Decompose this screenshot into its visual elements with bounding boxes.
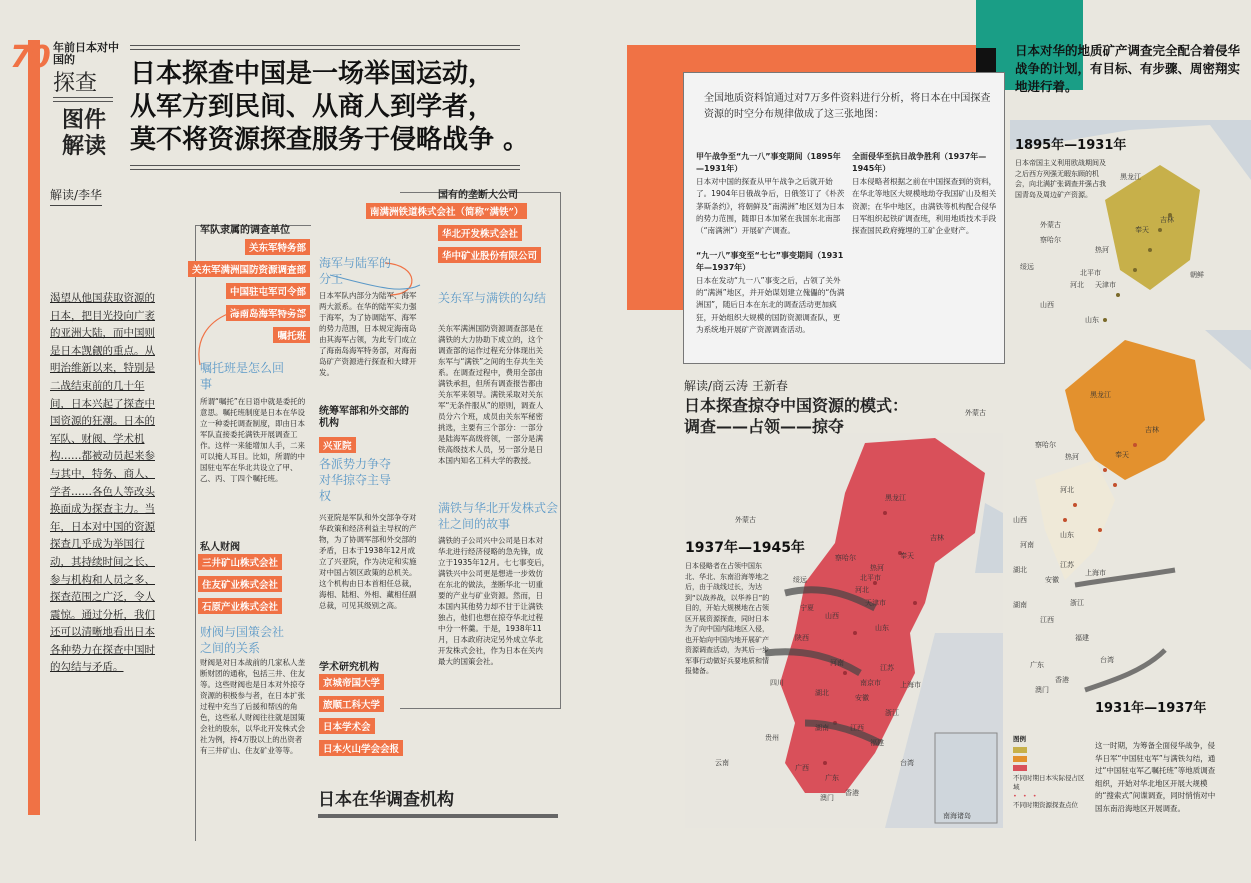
m3-suiyuan: 绥远 bbox=[793, 576, 807, 584]
map-1937-1945 bbox=[685, 433, 1003, 828]
legend-item-occupied: 不同时期日本实际侵占区域 bbox=[1013, 774, 1085, 791]
p1-body: 日本对中国的探查从甲午战争之后就开始了。1904年日俄战争后，日俄签订了《朴茨茅斯条约》，将朝鲜及“南满洲”地区划为日本的势力范围，随即日本加紧在我国东北南部（“南满洲”）开展矿产调查。 bbox=[696, 176, 845, 236]
m3-hebei: 河北 bbox=[855, 586, 869, 594]
m3-ningxia: 宁夏 bbox=[800, 604, 814, 612]
kwantung-subtitle: 关东军与满铁的勾结 bbox=[438, 291, 547, 305]
textbox-col-left bbox=[696, 151, 846, 337]
m2-shanghai: 上海市 bbox=[1085, 569, 1106, 577]
m3-macau: 澳门 bbox=[820, 794, 834, 802]
m2-hubei: 湖北 bbox=[1013, 566, 1027, 574]
m2-rehe: 热河 bbox=[1065, 453, 1079, 461]
m3-nanjing: 南京市 bbox=[860, 679, 881, 687]
m3-shandong: 山东 bbox=[875, 624, 889, 632]
pattern-title-2: 调查——占领——掠夺 bbox=[684, 417, 845, 436]
m1-fengtian: 奉天 bbox=[1135, 226, 1149, 234]
m3-anhui: 安徽 bbox=[855, 694, 869, 702]
tag-zhutuo: 嘱托班 bbox=[273, 327, 310, 343]
map-1895-1931 bbox=[1010, 120, 1251, 355]
m3-shanxi: 山西 bbox=[825, 612, 839, 620]
m3-jilin: 吉林 bbox=[930, 534, 944, 542]
m3-fujian: 福建 bbox=[870, 739, 884, 747]
mantie-subtitle: 满铁与华北开发株式会社之间的故事 bbox=[438, 501, 559, 531]
m2-macau: 澳门 bbox=[1035, 686, 1049, 694]
m1-tianjin: 天津市 bbox=[1095, 281, 1116, 289]
m3-yunnan: 云南 bbox=[715, 759, 729, 767]
tag-keijo: 京城帝国大学 bbox=[319, 674, 384, 690]
m3-guangdong: 广东 bbox=[825, 774, 839, 782]
m3-hunan: 湖南 bbox=[815, 724, 829, 732]
tag-kwantung-special: 关东军特务部 bbox=[245, 239, 310, 255]
map-1931-1937 bbox=[965, 330, 1251, 730]
tag-mitsui: 三井矿山株式会社 bbox=[198, 554, 282, 570]
mantie-body: 满铁的子公司兴中公司是日本对华北进行经济侵略的急先锋，成立于1935年12月。七七事变后，满铁兴中公司更是想进一步效仿在东北的做法，垄断华北一切重要的产业与矿业资源。然而，日本国内其他势力却不甘于让满铁独占，他们也想在掠夺华北过程中分一杯羹。于是，1938年11月，日本政府决定另外成立华北开发株式会社，作为日本在关内最大的国策会社。 bbox=[438, 536, 550, 666]
m3-nanhai: 南海诸岛 bbox=[943, 812, 971, 820]
m3-zhejiang: 浙江 bbox=[885, 709, 899, 717]
accent-bar bbox=[28, 40, 40, 815]
m3-shaanxi: 陕西 bbox=[795, 634, 809, 642]
navy-subtitle: 海军与陆军的分工 bbox=[319, 256, 392, 286]
kwantung-body: 关东军满洲国防资源调查部是在满铁的大力协助下成立的，这个调查部的运作过程充分体现出关东军与“满铁”之间的生存共生关系。在调查过程中，费用全部由满铁承担，但所有调查报告都由关东军来领导。满铁采取对关东军“无条件服从”的原则，调查人员分六个班，成员由关东军秘密挑选，主要有三个部分：一部分是陆海军高级将领，一部分是满铁高级技术人员，另一部分是日本国内知名工科大学的教授。 bbox=[438, 324, 544, 465]
tag-kwantung-defense: 关东军满洲国防资源调查部 bbox=[188, 261, 310, 277]
pattern-author: 解读/商云涛 王新春 bbox=[684, 379, 788, 393]
academic-tags bbox=[319, 671, 403, 759]
m3-jiangxi: 江西 bbox=[850, 724, 864, 732]
p2-body: 日本在发动“九一八”事变之后，占领了关外的“满洲”地区，并开始谋划建立傀儡的“伪满洲国”，随后日本在东北的调查活动更加疯狂，开始组织大规模的国防资源调查队，更为系统地开展矿产资源调查活动。 bbox=[696, 275, 845, 335]
m2-hongkong: 香港 bbox=[1055, 676, 1069, 684]
word-tujian: 图件解读 bbox=[62, 108, 107, 159]
tag-sumitomo: 住友矿业株式会社 bbox=[198, 576, 282, 592]
m1-suiyuan: 绥远 bbox=[1020, 263, 1034, 271]
legend-swatch-red bbox=[1013, 765, 1027, 771]
zhutuo-body: 所谓“嘱托”在日语中就是委托的意思。嘱托班制度是日本在华设立一种委托调查制度，即由日本军队直接委托满铁开展调查工作。这样一来能增加人手，二来可以掩人耳目。比如，所谓的中国驻屯军在华北共设立了甲、乙、丙、丁四个嘱托班。 bbox=[200, 397, 306, 483]
m3-shanghai: 上海市 bbox=[900, 681, 921, 689]
m2-fengtian: 奉天 bbox=[1115, 451, 1129, 459]
m3-hongkong: 香港 bbox=[845, 789, 859, 797]
m2-shanxi: 山西 bbox=[1013, 516, 1027, 524]
legend-item-points: 不同时期资源探查点位 bbox=[1013, 801, 1078, 809]
m2-fujian: 福建 bbox=[1075, 634, 1089, 642]
num-70: 70 bbox=[10, 40, 50, 75]
pattern-title bbox=[684, 395, 908, 437]
coord-body: 兴亚院是军队和外交部争夺对华政策和经济利益主导权的产物，为了协调军部和外交部的矛盾，日本于1938年12月成立了兴亚院，作为决定和实施对中国占领区政策的总机关。这个机构由日本首相任总裁，海相、陆相、外相、藏相任副总裁，可见其级别之高。 bbox=[319, 513, 417, 610]
legend bbox=[1013, 735, 1088, 810]
academic-label: 学术研究机构 bbox=[319, 662, 379, 673]
private-tags bbox=[198, 551, 282, 617]
m2-jiangsu: 江苏 bbox=[1060, 561, 1074, 569]
tag-china-garrison: 中国驻屯军司令部 bbox=[226, 283, 310, 299]
m2-henan: 河南 bbox=[1020, 541, 1034, 549]
m3-waimenggu: 外蒙古 bbox=[735, 516, 756, 524]
p3-title: 全面侵华至抗日战争胜利（1937年—1945年） bbox=[852, 152, 987, 174]
map3-title: 1937年—1945年 bbox=[685, 540, 805, 556]
navy-body: 日本军队内部分为陆军、海军两大派系。在华的陆军实力强于海军，为了协调陆军、海军的势力范围，日本规定海南岛由其海军占领，为此专门成立了海南岛海军特务部，对海南岛矿产资源进行探查和大肆开发。 bbox=[319, 291, 417, 377]
tag-huazhong: 华中矿业股份有限公司 bbox=[438, 247, 541, 263]
m1-korea: 朝鲜 bbox=[1190, 271, 1204, 279]
tag-ishihara: 石原产业株式会社 bbox=[198, 598, 282, 614]
m2-heilongjiang: 黑龙江 bbox=[1090, 391, 1111, 399]
m3-sichuan: 四川 bbox=[770, 679, 784, 687]
m3-guizhou: 贵州 bbox=[765, 734, 779, 742]
title-line-3: 莫不将资源探查服务于侵略战争 。 bbox=[130, 125, 530, 155]
title-hatch-top bbox=[130, 42, 520, 50]
m3-chahar: 察哈尔 bbox=[835, 554, 856, 562]
m1-beiping: 北平市 bbox=[1080, 269, 1101, 277]
m3-tianjin: 天津市 bbox=[865, 599, 886, 607]
legend-swatch-olive bbox=[1013, 747, 1027, 753]
m3-fengtian: 奉天 bbox=[900, 552, 914, 560]
m1-shanxi: 山西 bbox=[1040, 301, 1054, 309]
p3-body: 日本侵略者根据之前在中国探查到的资料，在华北等地区大规模地劫夺我国矿山及相关资源；在华中地区，由满铁等机构配合侵华日军组织起铁矿调查班，利用地质技术手段探查国民政府掩埋的工矿企业财产。 bbox=[852, 176, 997, 236]
intro-text bbox=[50, 290, 160, 677]
m3-beiping: 北平市 bbox=[860, 574, 881, 582]
m3-henan: 河南 bbox=[830, 659, 844, 667]
tag-lushun: 旅顺工科大学 bbox=[319, 696, 384, 712]
intro-paragraph: 渴望从他国获取资源的日本，把目光投向广袤的亚洲大陆，而中国则是日本觊觎的重点。从明治维新以来，特别是二战结束前的几十年间，日本兴起了探查中国资源的狂潮。日本的军队、财阀、学术机构……都被动员起来参与其中，特务、商人、学者……各色人等改头换面成为探查主力。当年，日本对中国的资源探查几乎成为举国行动，其持续时间之长、参与机构和人员之多、探查范围之广泛，令人震惊。通过分析，我们还可以清晰地看出日本各种势力在探查中国时的勾结与矛盾。 bbox=[50, 292, 155, 674]
military-label: 军队隶属的调查单位 bbox=[200, 225, 290, 236]
private-subtitle: 财阀与国策会社之间的关系 bbox=[200, 625, 285, 655]
map1-desc: 日本帝国主义利用欧战期间及之后西方列强无暇东顾的机会，向北满扩张调查并强占我国青岛及周边矿产资源。 bbox=[1015, 159, 1106, 199]
years-ago-label: 年前日本对中国的 bbox=[53, 41, 119, 66]
m2-hebei: 河北 bbox=[1060, 486, 1074, 494]
section-title: 日本在华调查机构 bbox=[318, 790, 454, 810]
map3-desc: 日本侵略者在占领中国东北、华北、东南沿海等地之后，由于战线过长，为达到“以战养战，以华养日”的目的，开始大规模地在占领区开展资源探查，同时日本为了向中国内陆地区入侵，也开始向中国内地开展矿产资源调查活动，为其后一步军事行动做好兵要地质和情报储备。 bbox=[685, 562, 770, 675]
m2-chahar: 察哈尔 bbox=[1035, 441, 1056, 449]
title-line-1: 日本探查中国是一场举国运动， bbox=[130, 59, 495, 89]
m2-zhejiang: 浙江 bbox=[1070, 599, 1084, 607]
m2-guangdong: 广东 bbox=[1030, 661, 1044, 669]
m1-jilin: 吉林 bbox=[1160, 216, 1174, 224]
final-text: 这一时期，为筹备全面侵华战争，侵华日军“中国驻屯军”与满铁勾结，通过“中国驻屯军乙嘱托班”等地质调查组织，开始对华北地区开展大规模的“搜索式”间谍调查，同时悄悄对中国东南沿海地区开展调查。 bbox=[1095, 741, 1216, 813]
m1-chahar: 察哈尔 bbox=[1040, 236, 1061, 244]
m2-anhui: 安徽 bbox=[1045, 576, 1059, 584]
state-label: 国有的垄断大公司 bbox=[438, 190, 518, 201]
m1-rehe: 热河 bbox=[1095, 246, 1109, 254]
hatch-deco bbox=[53, 96, 113, 102]
title-hatch-bottom bbox=[130, 162, 520, 170]
word-tancha: 探查 bbox=[53, 71, 98, 96]
coord-tags bbox=[319, 434, 356, 456]
m2-hunan: 湖南 bbox=[1013, 601, 1027, 609]
black-tab bbox=[976, 48, 996, 72]
m3-rehe: 热河 bbox=[870, 564, 884, 572]
private-body: 财阀是对日本战前的几家私人垄断财团的通称，包括三井、住友等。这些财阀也是日本对外掠夺资源的积极参与者，在日本扩张过程中充当了后援和帮凶的角色，这些私人财阀往往就是国策会社的股东，以华北开发株式会社为例，持4万股以上的出资者有三井矿山、住友矿业等等。 bbox=[200, 658, 305, 755]
map2-shapes bbox=[1005, 330, 1251, 730]
m2-waimenggu: 外蒙古 bbox=[965, 409, 986, 417]
m1-heilongjiang: 黑龙江 bbox=[1120, 173, 1141, 181]
tag-academy: 日本学术会 bbox=[319, 718, 375, 734]
tag-hainan-navy: 海南岛海军特务部 bbox=[226, 305, 310, 321]
key-statement: 日本对华的地质矿产调查完全配合着侵华战争的计划，有目标、有步骤、周密翔实地进行着。 bbox=[1015, 43, 1241, 94]
m1-waimenggu: 外蒙古 bbox=[1040, 221, 1061, 229]
m2-jilin: 吉林 bbox=[1145, 426, 1159, 434]
m3-taiwan: 台湾 bbox=[900, 759, 914, 767]
m1-hebei: 河北 bbox=[1070, 281, 1084, 289]
page-title bbox=[130, 58, 600, 157]
pattern-title-1: 日本探查掠夺中国资源的模式： bbox=[684, 396, 909, 415]
tag-huabei: 华北开发株式会社 bbox=[438, 225, 522, 241]
m3-heilongjiang: 黑龙江 bbox=[885, 494, 906, 502]
author-credit: 解读/李华 bbox=[50, 186, 102, 206]
p2-title: “九一八”事变至“七七”事变期间（1931年—1937年） bbox=[696, 250, 844, 273]
m2-jiangxi: 江西 bbox=[1040, 616, 1054, 624]
map1-title: 1895年—1931年 bbox=[1015, 138, 1127, 153]
tag-mantie: 南满洲铁道株式会社（简称“满铁”） bbox=[366, 203, 527, 219]
title-line-2: 从军方到民间、从商人到学者， bbox=[130, 92, 495, 122]
tag-volcano: 日本火山学会会报 bbox=[319, 740, 403, 756]
m3-hubei: 湖北 bbox=[815, 689, 829, 697]
coord-subtitle: 各派势力争夺对华掠夺主导权 bbox=[319, 457, 392, 503]
m2-taiwan: 台湾 bbox=[1100, 656, 1114, 664]
textbox bbox=[683, 72, 1005, 364]
m3-guangxi: 广西 bbox=[795, 764, 809, 772]
private-label: 私人财阀 bbox=[200, 542, 240, 553]
m3-jiangsu: 江苏 bbox=[880, 664, 894, 672]
p1-title: 甲午战争至“九一八”事变期间（1895年—1931年） bbox=[696, 152, 841, 174]
legend-title: 图例 bbox=[1013, 735, 1026, 743]
coord-label: 统筹军部和外交部的机构 bbox=[319, 406, 409, 429]
legend-dots: • • • bbox=[1013, 792, 1039, 800]
legend-swatch-orange bbox=[1013, 756, 1027, 762]
m1-shandong: 山东 bbox=[1085, 316, 1099, 324]
map2-title: 1931年—1937年 bbox=[1095, 701, 1207, 716]
textbox-intro: 全国地质资料馆通过对7万多件资料进行分析，将日本在中国探查资源的时空分布规律做成了这三张地图： bbox=[704, 93, 991, 120]
textbox-col-right bbox=[852, 151, 1002, 238]
zhutuo-subtitle: 嘱托班是怎么回事 bbox=[200, 361, 285, 391]
tag-xingya: 兴亚院 bbox=[319, 437, 356, 453]
m2-shandong: 山东 bbox=[1060, 531, 1074, 539]
